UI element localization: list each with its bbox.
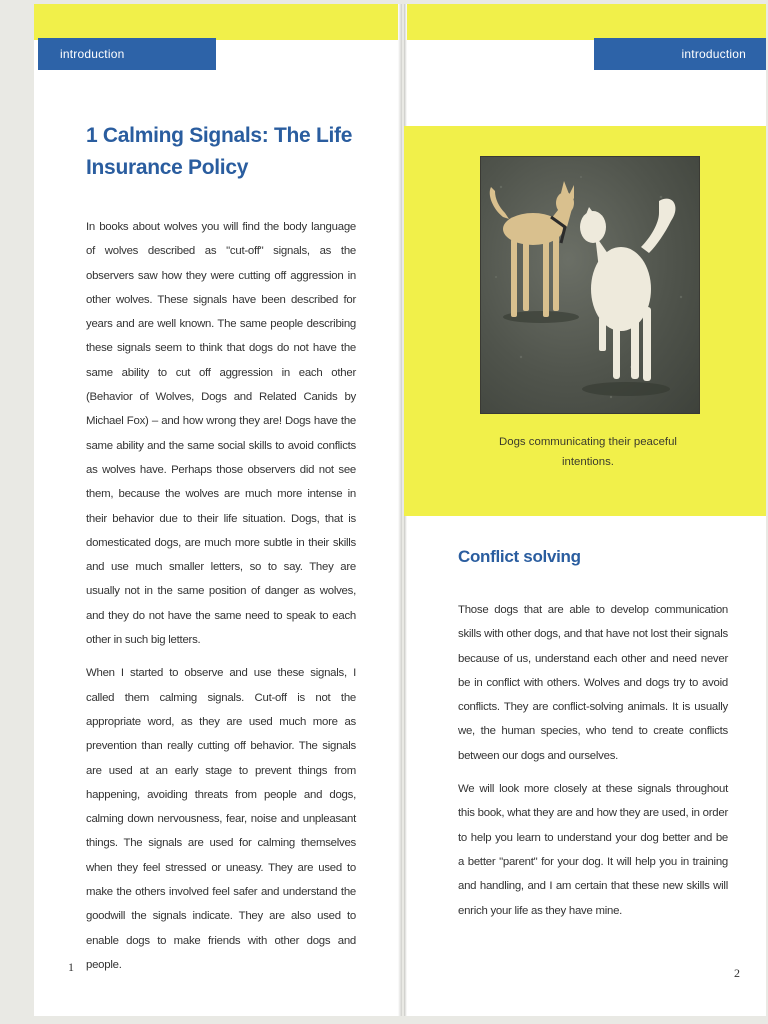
paragraph: In books about wolves you will find the body language of wolves described as "cut-off" signals, as the observers saw how they were cutting off aggression in other wolves. These signals have been described for years and are well known. The same people describing these signals seem to think that dogs do not have the same ability to cut off aggression in each other (Behavior of Wolves, Dogs and Related Canids by Michael Fox) – and how wrong they are! Dogs have the same ability and the same social skills to avoid conflicts as wolves have. Perhaps those observers did not see them, because the wolves are much more intense in their behavior due to their life situation. Dogs, that is domesticated dogs, are much more subtle in their skills and use much smaller letters, so to say. They are usually not in the same position of danger as wolves, and they do not have the same need to speak to each other in such big letters. — [86, 221, 356, 647]
page-number: 2 — [734, 966, 740, 980]
dog-photo — [480, 156, 700, 414]
right-page — [404, 4, 766, 1016]
top-yellow-band — [34, 4, 402, 40]
chapter-title: 1 Calming Signals: The Life Insurance Policy — [86, 124, 353, 179]
photo-caption: Dogs communicating their peaceful intentions. — [499, 436, 677, 468]
page-number: 1 — [68, 960, 74, 974]
dogs-illustration — [481, 157, 699, 413]
section-tab: introduction — [594, 38, 766, 70]
top-yellow-band — [404, 4, 766, 40]
paragraph: Those dogs that are able to develop communication skills with other dogs, and that have not lost their signals because of us, understand each other and need never be in conflict with others. Wolves and dogs try to avoid conflicts. They are conflict-solving animals. It is usually we, the human species, who tend to create conflicts between our dogs and ourselves. — [458, 604, 728, 762]
paragraph: When I started to observe and use these signals, I called them calming signals. Cut-off is not the appropriate word, as they are used much more as prevention than really cutting off behavior. The signals are used at an early stage to prevent things from happening, avoiding threats from people and dogs, calming down nervousness, fear, noise and unpleasant things. The signals are used for calming themselves when they feel stressed or uneasy. They are used to make the others involved feel safer and understand the goodwill the signals indicate. They are also used to enable dogs to make friends with other dogs and people. — [86, 667, 356, 971]
section-tab: introduction — [38, 38, 216, 70]
paragraph: We will look more closely at these signals throughout this book, what they are and how they are used, in order to help you learn to understand your dog better and be a better "parent" for your dog. It will help you in training and handling, and I am certain that these new skills will enrich your life as they have mine. — [458, 783, 728, 917]
left-body-text — [86, 215, 356, 986]
right-body-text — [458, 598, 728, 932]
page-fold-shadow — [398, 4, 402, 1016]
left-page — [34, 4, 402, 1016]
section-heading: Conflict solving — [458, 547, 581, 566]
